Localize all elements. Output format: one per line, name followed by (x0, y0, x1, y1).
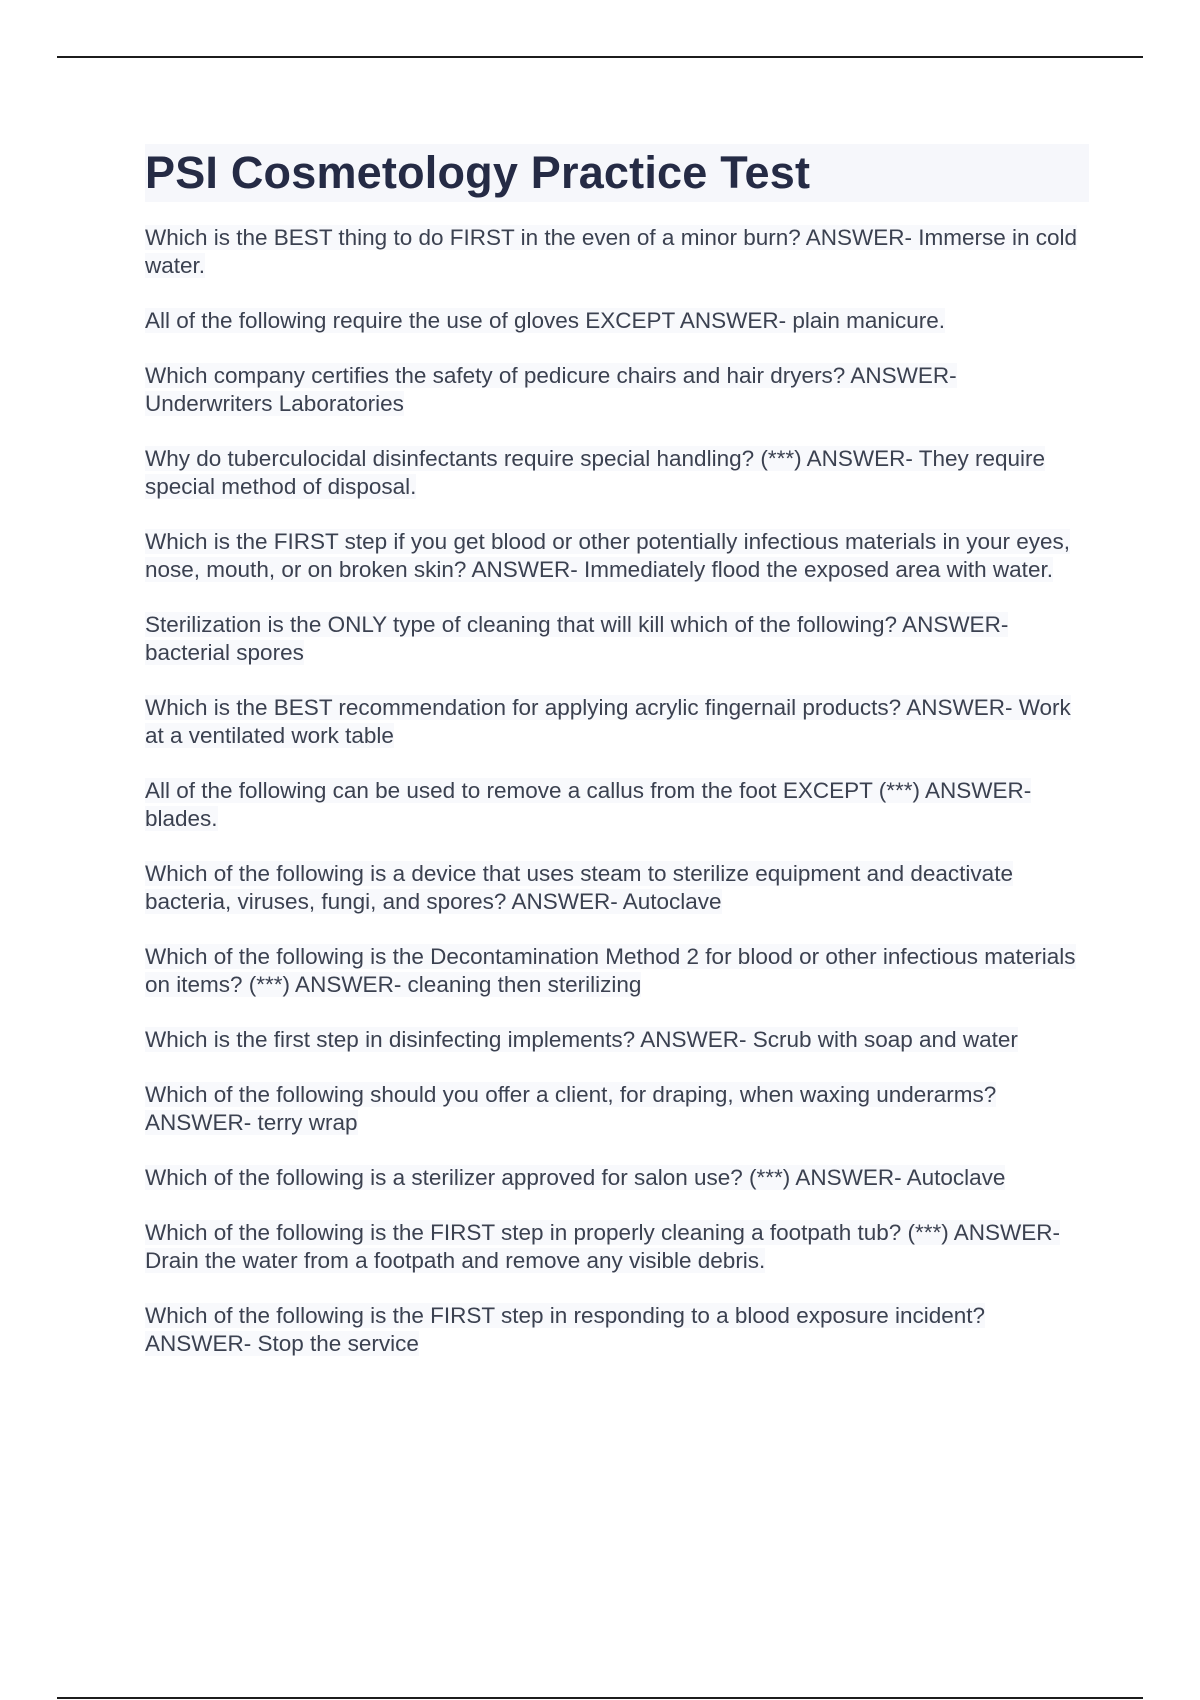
question-item: Which is the FIRST step if you get blood or other potentially infectious materials in your eyes, nose, mouth, or on broken skin? ANSWER- Immediately flood the exposed area with water. (145, 529, 1071, 582)
bottom-rule (57, 1697, 1143, 1699)
question-item: Which company certifies the safety of pedicure chairs and hair dryers? ANSWER- Underwriters Laboratories (145, 363, 957, 416)
top-rule (57, 56, 1143, 58)
question-item: Which is the BEST thing to do FIRST in the even of a minor burn? ANSWER- Immerse in cold water. (145, 225, 1078, 278)
question-item: Which is the BEST recommendation for applying acrylic fingernail products? ANSWER- Work at a ventilated work table (145, 695, 1071, 748)
question-item: Which of the following should you offer a client, for draping, when waxing underarms? ANSWER- terry wrap (145, 1082, 997, 1135)
question-item: Which of the following is the Decontamination Method 2 for blood or other infectious materials on items? (***) ANSWER- cleaning then sterilizing (145, 944, 1076, 997)
question-item: Which of the following is the FIRST step in properly cleaning a footpath tub? (***) ANSWER- Drain the water from a footpath and remove any visible debris. (145, 1220, 1061, 1273)
question-item: All of the following can be used to remove a callus from the foot EXCEPT (***) ANSWER- blades. (145, 778, 1032, 831)
question-item: Which is the first step in disinfecting implements? ANSWER- Scrub with soap and water (145, 1027, 1018, 1052)
question-item: Which of the following is the FIRST step in responding to a blood exposure incident? ANSWER- Stop the service (145, 1303, 986, 1356)
question-item: Sterilization is the ONLY type of cleaning that will kill which of the following? ANSWER- bacterial spores (145, 612, 1009, 665)
question-list (145, 224, 1089, 1358)
question-item: All of the following require the use of gloves EXCEPT ANSWER- plain manicure. (145, 308, 945, 333)
question-item: Which of the following is a device that uses steam to sterilize equipment and deactivate bacteria, viruses, fungi, and spores? ANSWER- Autoclave (145, 861, 1013, 914)
document-title: PSI Cosmetology Practice Test (145, 144, 1089, 202)
document-body (145, 144, 1089, 1385)
question-item: Why do tuberculocidal disinfectants require special handling? (***) ANSWER- They require special method of disposal. (145, 446, 1046, 499)
question-item: Which of the following is a sterilizer approved for salon use? (***) ANSWER- Autoclave (145, 1165, 1006, 1190)
